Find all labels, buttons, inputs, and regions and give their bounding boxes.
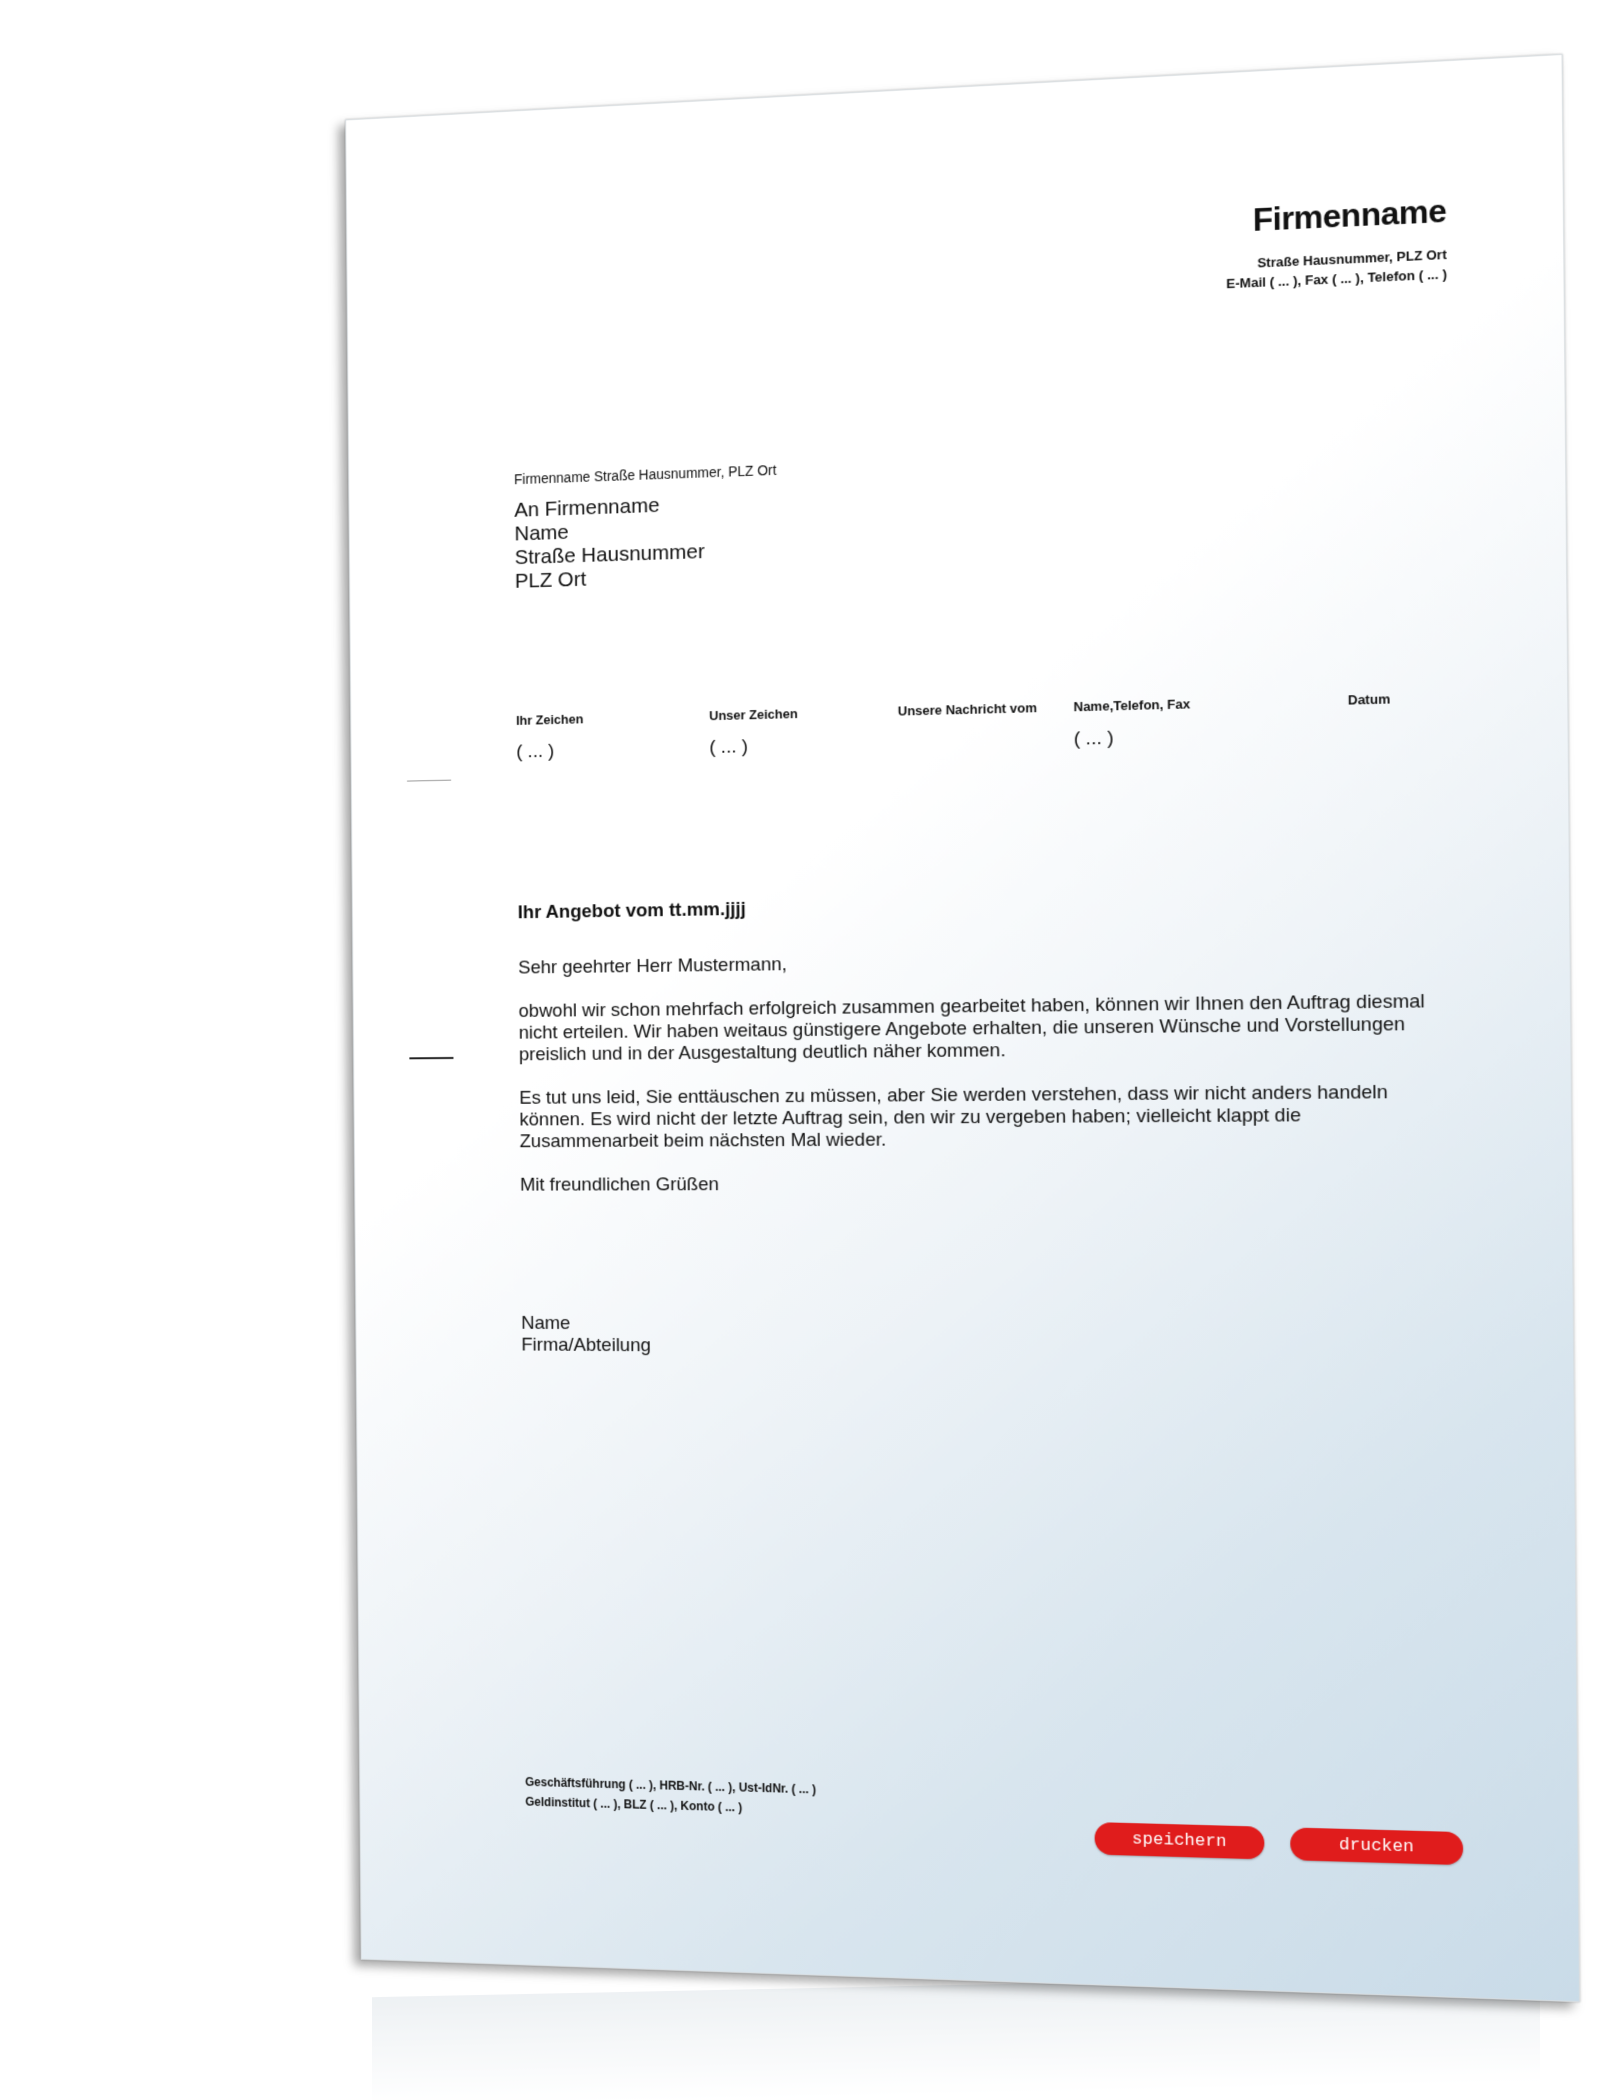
recipient-line: Straße Hausnummer [514,540,705,570]
company-name: Firmenname [1252,192,1447,239]
body-paragraph: Es tut uns leid, Sie enttäuschen zu müssen, aber Sie werden verstehen, dass wir nicht anders handeln können. Es wird nicht der letzte Auftrag sein, den wir zu vergeben haben; vielleicht klappt die Zusammenarbeit beim nächsten Mal wieder. [519,1081,1388,1153]
letter-subject: Ihr Angebot vom tt.mm.jjjj [517,898,747,924]
reference-row [516,690,1424,792]
ref-label: Unsere Nachricht vom [897,700,1037,719]
ref-value: ( ... ) [1073,727,1114,750]
body-paragraph: obwohl wir schon mehrfach erfolgreich zusammen gearbeitet haben, können wir Ihnen den Auftrag diesmal nicht erteilen. Wir haben weitaus günstigere Angebote erhalten, die unseren Wünsche und Vorstellungen preislich und in der Ausgestaltung deutlich näher kommen. [518,990,1425,1066]
letter-page [345,54,1580,2002]
ref-unser-zeichen [709,706,798,759]
ref-kontakt [1073,696,1190,751]
signature-block [521,1313,651,1357]
company-contact: E-Mail ( ... ), Fax ( ... ), Telefon ( ... ) [1226,266,1447,292]
footer-line: Geldinstitut ( ... ), BLZ ( ... ), Konto ( ... ) [525,1794,743,1815]
fold-mark-top [407,780,451,782]
signature-name: Name [521,1312,571,1334]
sender-return-line: Firmenname Straße Hausnummer, PLZ Ort [513,461,777,488]
signature-department: Firma/Abteilung [521,1334,651,1357]
ref-label: Datum [1347,691,1391,708]
recipient-line: An Firmenname [514,493,660,522]
fold-mark-middle [409,1057,453,1059]
salutation: Sehr geehrter Herr Mustermann, [518,954,788,979]
ref-ihr-zeichen [516,711,584,763]
footer-line: Geschäftsführung ( ... ), HRB-Nr. ( ... ), Ust-IdNr. ( ... ) [525,1774,817,1797]
ref-datum [1348,691,1390,707]
print-button[interactable]: drucken [1290,1827,1463,1865]
letter-footer [525,1772,816,1819]
letterhead [1226,192,1447,293]
recipient-line: Name [514,520,569,546]
letter-body [518,946,1438,1219]
recipient-line: PLZ Ort [514,567,587,593]
page-perspective [26,0,1600,2100]
ref-value: ( ... ) [516,740,555,763]
ref-label: Name,Telefon, Fax [1073,696,1191,715]
ref-label: Unser Zeichen [709,706,798,724]
ref-value: ( ... ) [709,736,749,759]
company-address: Straße Hausnummer, PLZ Ort [1257,246,1447,271]
ref-label: Ihr Zeichen [516,711,584,728]
recipient-address [514,492,705,593]
closing: Mit freundlichen Grüßen [519,1174,720,1196]
save-button[interactable]: speichern [1095,1822,1265,1859]
ref-nachricht [898,700,1037,719]
